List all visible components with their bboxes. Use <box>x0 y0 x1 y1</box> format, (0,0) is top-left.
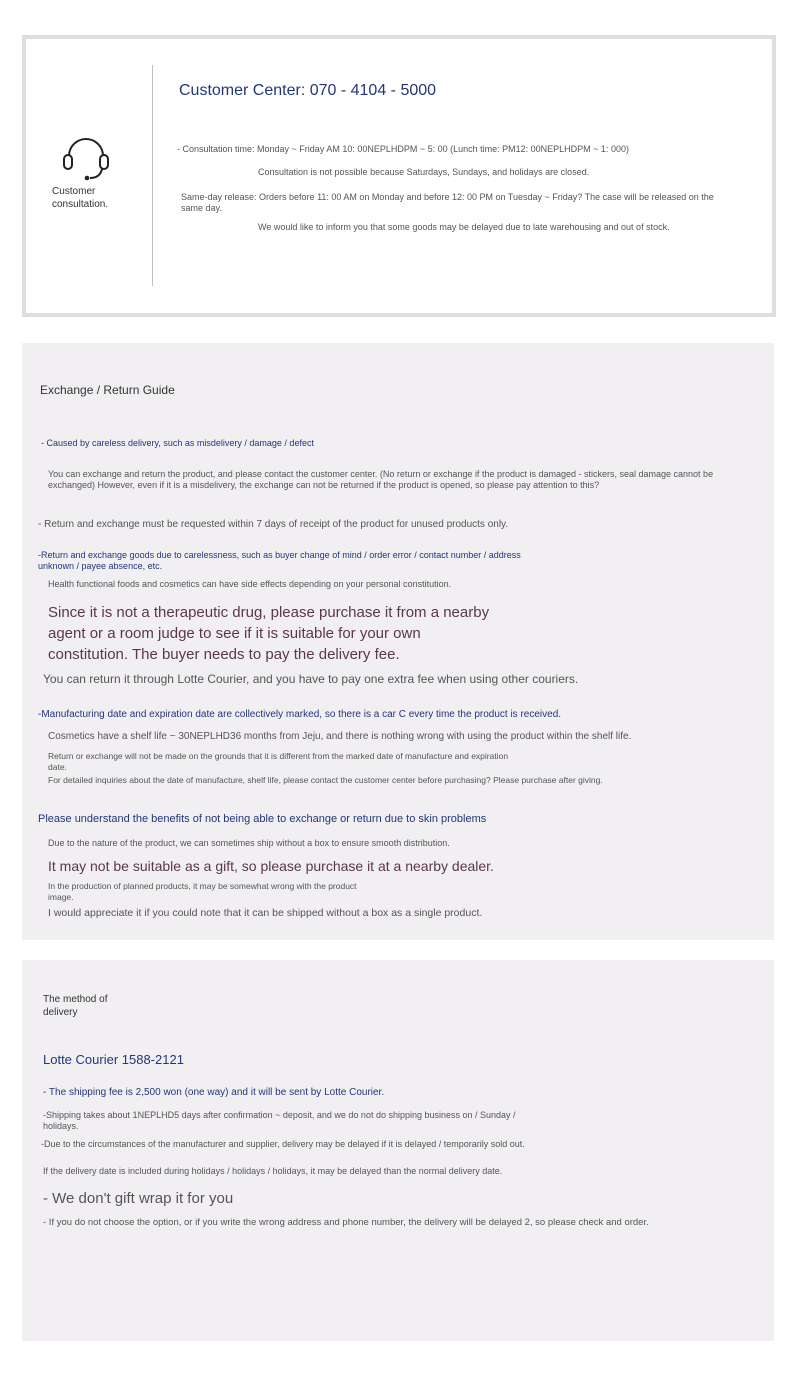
gift-suitability-text: It may not be suitable as a gift, so please purchase it at a nearby dealer. <box>48 858 494 874</box>
delivery-panel <box>22 960 774 1341</box>
not-therapeutic-drug-text: Since it is not a therapeutic drug, please purchase it from a nearby agent or a room judge to see if it is suitable for your own constitution. The buyer needs to pay the delivery fee. <box>48 604 490 663</box>
customer-consultation-label: Customer consultation. <box>52 186 109 210</box>
seven-day-rule: - Return and exchange must be requested within 7 days of receipt of the product for unused products only. <box>38 519 509 530</box>
shelf-life-text: Cosmetics have a shelf life ~ 30NEPLHD36 months from Jeju, and there is nothing wrong with using the product within the shelf life. <box>48 731 632 742</box>
side-effects-text: Health functional foods and cosmetics can have side effects depending on your personal constitution. <box>48 579 452 589</box>
detailed-inquiries-text: For detailed inquiries about the date of manufacture, shelf life, please contact the customer center before purchasing? Please purchase after giving. <box>48 775 603 785</box>
courier-phone: Lotte Courier 1588-2121 <box>43 1052 184 1067</box>
lotte-return-text: You can return it through Lotte Courier, and you have to pay one extra fee when using other couriers. <box>43 672 579 686</box>
gift-wrap-text: - We don't gift wrap it for you <box>43 1190 234 1207</box>
vertical-divider <box>152 65 153 286</box>
same-day-release: Same-day release: Orders before 11: 00 AM on Monday and before 12: 00 PM on Tuesday ~ Friday? The case will be released on the same day. <box>181 192 714 214</box>
delivery-title: The method of delivery <box>43 994 108 1018</box>
skin-problems-heading: Please understand the benefits of not being able to exchange or return due to skin problems <box>38 813 487 825</box>
single-product-text: I would appreciate it if you could note that it can be shipped without a box as a single product. <box>48 907 483 919</box>
consultation-time: - Consultation time: Monday ~ Friday AM 10: 00NEPLHDPM ~ 5: 00 (Lunch time: PM12: 00NEPLHDPM ~ 1: 000) <box>177 144 629 154</box>
closed-notice: Consultation is not possible because Saturdays, Sundays, and holidays are closed. <box>258 167 590 177</box>
product-image-text: In the production of planned products, it may be somewhat wrong with the product image. <box>48 881 357 902</box>
manufacturing-date-heading: -Manufacturing date and expiration date are collectively marked, so there is a car C every time the product is received. <box>38 709 562 720</box>
headset-icon <box>60 136 112 182</box>
careless-delivery-heading: - Caused by careless delivery, such as misdelivery / damage / defect <box>41 438 314 448</box>
marked-date-text: Return or exchange will not be made on the grounds that it is different from the marked date of manufacture and expiration date. <box>48 751 509 772</box>
without-box-text: Due to the nature of the product, we can sometimes ship without a box to ensure smooth distribution. <box>48 838 450 848</box>
wrong-address-text: - If you do not choose the option, or if you write the wrong address and phone number, the delivery will be delayed 2, so please check and order. <box>43 1217 649 1228</box>
buyer-carelessness-heading: -Return and exchange goods due to carelessness, such as buyer change of mind / order error / contact number / address unknown / payee absence, etc. <box>38 550 521 572</box>
customer-center-phone: Customer Center: 070 - 4104 - 5000 <box>179 82 437 99</box>
exchange-contact-text: You can exchange and return the product, and please contact the customer center. (No return or exchange if the product is damaged - stickers, seal damage cannot be exchanged) However, even if it is a misdelivery, the exchange can not be returned if the product is opened, so please pay attention to this? <box>48 469 714 491</box>
supplier-delay-text: -Due to the circumstances of the manufacturer and supplier, delivery may be delayed if it is delayed / temporarily sold out. <box>41 1139 525 1149</box>
exchange-return-title: Exchange / Return Guide <box>40 383 175 397</box>
delay-notice: We would like to inform you that some goods may be delayed due to late warehousing and out of stock. <box>258 222 670 232</box>
holiday-delay-text: If the delivery date is included during holidays / holidays / holidays, it may be delayed than the normal delivery date. <box>43 1166 503 1176</box>
shipping-fee-text: - The shipping fee is 2,500 won (one way) and it will be sent by Lotte Courier. <box>43 1087 385 1098</box>
shipping-time-text: -Shipping takes about 1NEPLHD5 days after confirmation ~ deposit, and we do not do shipping business on / Sunday / holidays. <box>43 1110 516 1132</box>
